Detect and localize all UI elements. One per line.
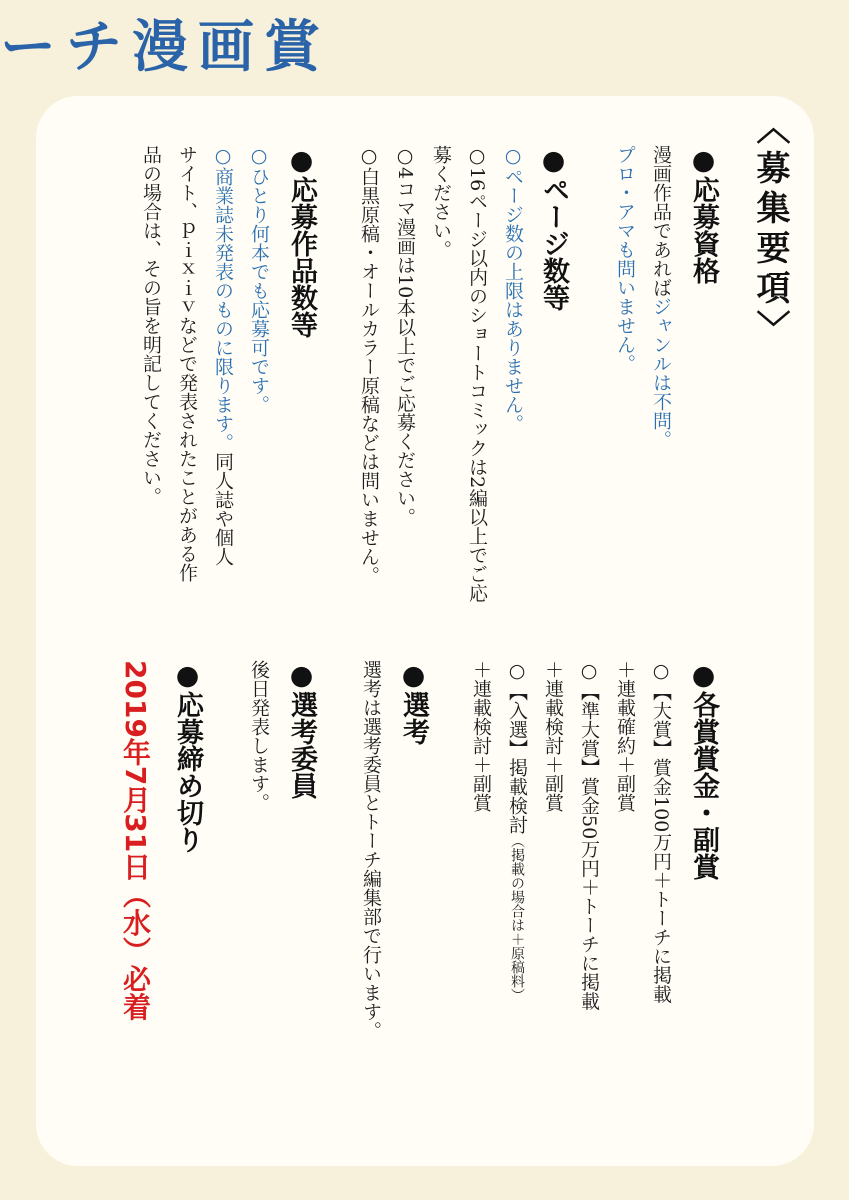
eligibility-line-2: プロ・アマも問いません。 xyxy=(614,145,636,373)
prizes-line-4: ＋連載検討＋副賞 xyxy=(542,660,564,812)
eligibility-line-1: 漫画作品であればジャンルは不問。 xyxy=(650,145,672,449)
prizes-line-3: ○【準大賞】賞金50万円＋トーチに掲載 xyxy=(578,660,600,1011)
selection-heading: ●選考 xyxy=(398,660,429,745)
pages-heading: ●ページ数等 xyxy=(538,145,569,311)
deadline-date: 2019年7月31日（水）必着 xyxy=(119,660,152,1021)
prizes-line-1: ○【大賞】賞金100万円＋トーチに掲載 xyxy=(650,660,672,1004)
page-title: ーチ漫画賞 xyxy=(0,15,330,80)
prizes-heading: ●各賞賞金・副賞 xyxy=(688,660,719,880)
works-heading: ●応募作品数等 xyxy=(286,145,317,338)
pages-line-5: ○白黒原稿・オールカラー原稿などは問いません。 xyxy=(358,145,380,585)
pages-line-1: ○ページ数の上限はありません。 xyxy=(502,145,524,433)
pages-line-3: 募ください。 xyxy=(430,145,452,259)
judges-heading: ●選考委員 xyxy=(286,660,317,799)
pages-line-4: ○4コマ漫画は10本以上でご応募ください。 xyxy=(394,145,416,527)
works-line-3: サイト、ｐｉｘｉｖなどで発表されたことがある作 xyxy=(176,145,198,582)
pages-line-2: ○16ページ以内のショートコミックは2編以上でご応 xyxy=(466,145,488,603)
selection-line-1: 選考は選考委員とトーチ編集部で行います。 xyxy=(360,660,382,1040)
judges-line-1: 後日発表します。 xyxy=(248,660,270,812)
eligibility-heading: ●応募資格 xyxy=(688,145,719,284)
prizes-line-2: ＋連載確約＋副賞 xyxy=(614,660,636,812)
works-line-1: ○ひとり何本でも応募可です。 xyxy=(248,145,270,414)
works-line-2: ○商業誌未発表のものに限ります。同人誌や個人 xyxy=(212,145,234,566)
prizes-line-5: ○【入選】掲載検討（掲載の場合は＋原稿料） xyxy=(506,660,528,1002)
prizes-line-6: ＋連載検討＋副賞 xyxy=(470,660,492,812)
deadline-heading: ●応募締め切り xyxy=(172,660,203,853)
works-line-4: 品の場合は、その旨を明記してください。 xyxy=(140,145,162,506)
recruitment-heading: 〈募集要項〉 xyxy=(750,110,790,350)
